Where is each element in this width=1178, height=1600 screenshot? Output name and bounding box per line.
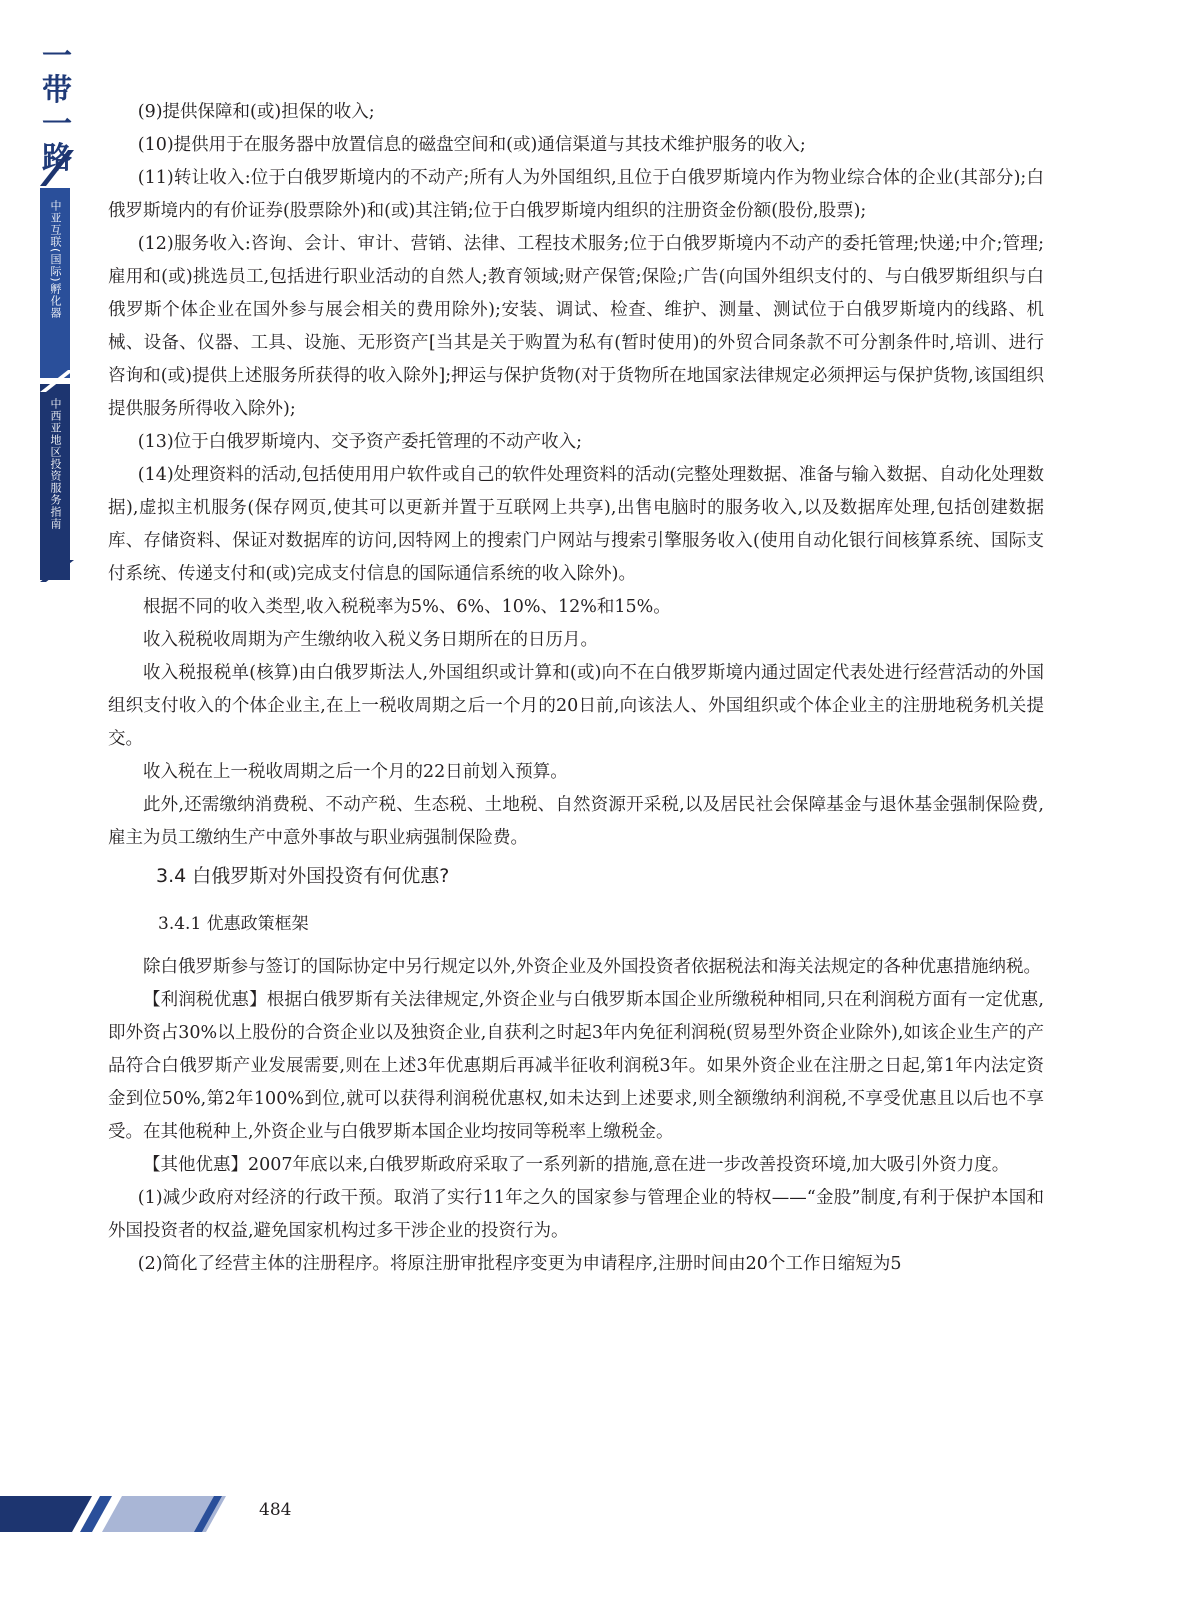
logo-char: 一 [42, 39, 72, 74]
paragraph: (12)服务收入:咨询、会计、审计、营销、法律、工程技术服务;位于白俄罗斯境内不动产的委托管理;快递;中介;管理;雇用和(或)挑选员工,包括进行职业活动的自然人;教育领域;财产保管;保险;广告(向国外组织支付的、与白俄罗斯组织与白俄罗斯个体企业在国外参与展会相关的费用除外);安装、调试、检查、维护、测量、测试位于白俄罗斯境内的线路、机械、设备、仪器、工具、设施、无形资产[当其是关于购置为私有(暂时使用)的外贸合同条款不可分割条件时,培训、进行咨询和(或)提供上述服务所获得的收入除外];押运与保护货物(对于货物所在地国家法律规定必须押运与保护货物,该国组织提供服务所得收入除外); [108, 234, 1044, 419]
paragraph: 收入税税收周期为产生缴纳收入税义务日期所在的日历月。 [143, 630, 598, 650]
paragraph: 【其他优惠】2007年底以来,白俄罗斯政府采取了一系列新的措施,意在进一步改善投资环境,加大吸引外资力度。 [143, 1155, 1010, 1175]
side-label-incubator: 中亚互联(国际)孵化器 [49, 200, 62, 319]
page-number: 484 [259, 1500, 292, 1520]
paragraph: 收入税在上一税收周期之后一个月的22日前划入预算。 [143, 762, 568, 782]
subsection-heading: 3.4.1 优惠政策框架 [158, 914, 309, 934]
page-body [108, 96, 1044, 1281]
paragraph: (10)提供用于在服务器中放置信息的磁盘空间和(或)通信渠道与其技术维护服务的收入; [137, 135, 806, 155]
paragraph: 收入税报税单(核算)由白俄罗斯法人,外国组织或计算和(或)向不在白俄罗斯境内通过固定代表处进行经营活动的外国组织支付收入的个体企业主,在上一税收周期之后一个月的20日前,向该法人、外国组织或个体企业主的注册地税务机关提交。 [108, 663, 1044, 749]
paragraph: 【利润税优惠】根据白俄罗斯有关法律规定,外资企业与白俄罗斯本国企业所缴税种相同,只在利润税方面有一定优惠,即外资占30%以上股份的合资企业以及独资企业,自获利之时起3年内免征利润税(贸易型外资企业除外),如该企业生产的产品符合白俄罗斯产业发展需要,则在上述3年优惠期后再减半征收利润税3年。如果外资企业在注册之日起,第1年内法定资金到位50%,第2年100%到位,就可以获得利润税优惠权,如未达到上述要求,则全额缴纳利润税,不享受优惠且以后也不享受。在其他税种上,外资企业与白俄罗斯本国企业均按同等税率上缴税金。 [108, 990, 1044, 1142]
footer-stripes-icon [0, 1492, 230, 1532]
paragraph: 根据不同的收入类型,收入税税率为5%、6%、10%、12%和15%。 [143, 597, 671, 617]
paragraph: 此外,还需缴纳消费税、不动产税、生态税、土地税、自然资源开采税,以及居民社会保障基金与退休基金强制保险费,雇主为员工缴纳生产中意外事故与职业病强制保险费。 [108, 795, 1044, 848]
paragraph: (2)简化了经营主体的注册程序。将原注册审批程序变更为申请程序,注册时间由20个工作日缩短为5 [137, 1254, 902, 1274]
side-slash-icon [40, 150, 74, 190]
paragraph: (9)提供保障和(或)担保的收入; [137, 102, 375, 122]
paragraph: (14)处理资料的活动,包括使用用户软件或自己的软件处理资料的活动(完整处理数据、准备与输入数据、自动化处理数据),虚拟主机服务(保存网页,使其可以更新并置于互联网上共享),出售电脑时的服务收入,以及数据库处理,包括创建数据库、存储资料、保证对数据库的访问,因特网上的搜索门户网站与搜索引擎服务收入(使用自动化银行间核算系统、国际支付系统、传递支付和(或)完成支付信息的国际通信系统的收入除外)。 [108, 465, 1044, 584]
paragraph: (13)位于白俄罗斯境内、交予资产委托管理的不动产收入; [137, 432, 583, 452]
logo-char: 一 [42, 107, 72, 142]
side-label-guide: 中西亚地区投资服务指南 [49, 398, 62, 530]
side-slash-icon [40, 370, 74, 394]
paragraph: 除白俄罗斯参与签订的国际协定中另行规定以外,外资企业及外国投资者依据税法和海关法规定的各种优惠措施纳税。 [143, 957, 1042, 977]
logo-char: 带 [42, 73, 72, 108]
paragraph: (1)减少政府对经济的行政干预。取消了实行11年之久的国家参与管理企业的特权——“金股”制度,有利于保护本国和外国投资者的权益,避免国家机构过多干涉企业的投资行为。 [108, 1188, 1044, 1241]
paragraph: (11)转让收入:位于白俄罗斯境内的不动产;所有人为外国组织,且位于白俄罗斯境内作为物业综合体的企业(其部分);白俄罗斯境内的有价证券(股票除外)和(或)其注销;位于白俄罗斯境内组织的注册资金份额(股份,股票); [108, 168, 1044, 221]
logo-char: 路 [42, 141, 72, 176]
section-heading: 3.4 白俄罗斯对外国投资有何优惠? [156, 865, 450, 887]
